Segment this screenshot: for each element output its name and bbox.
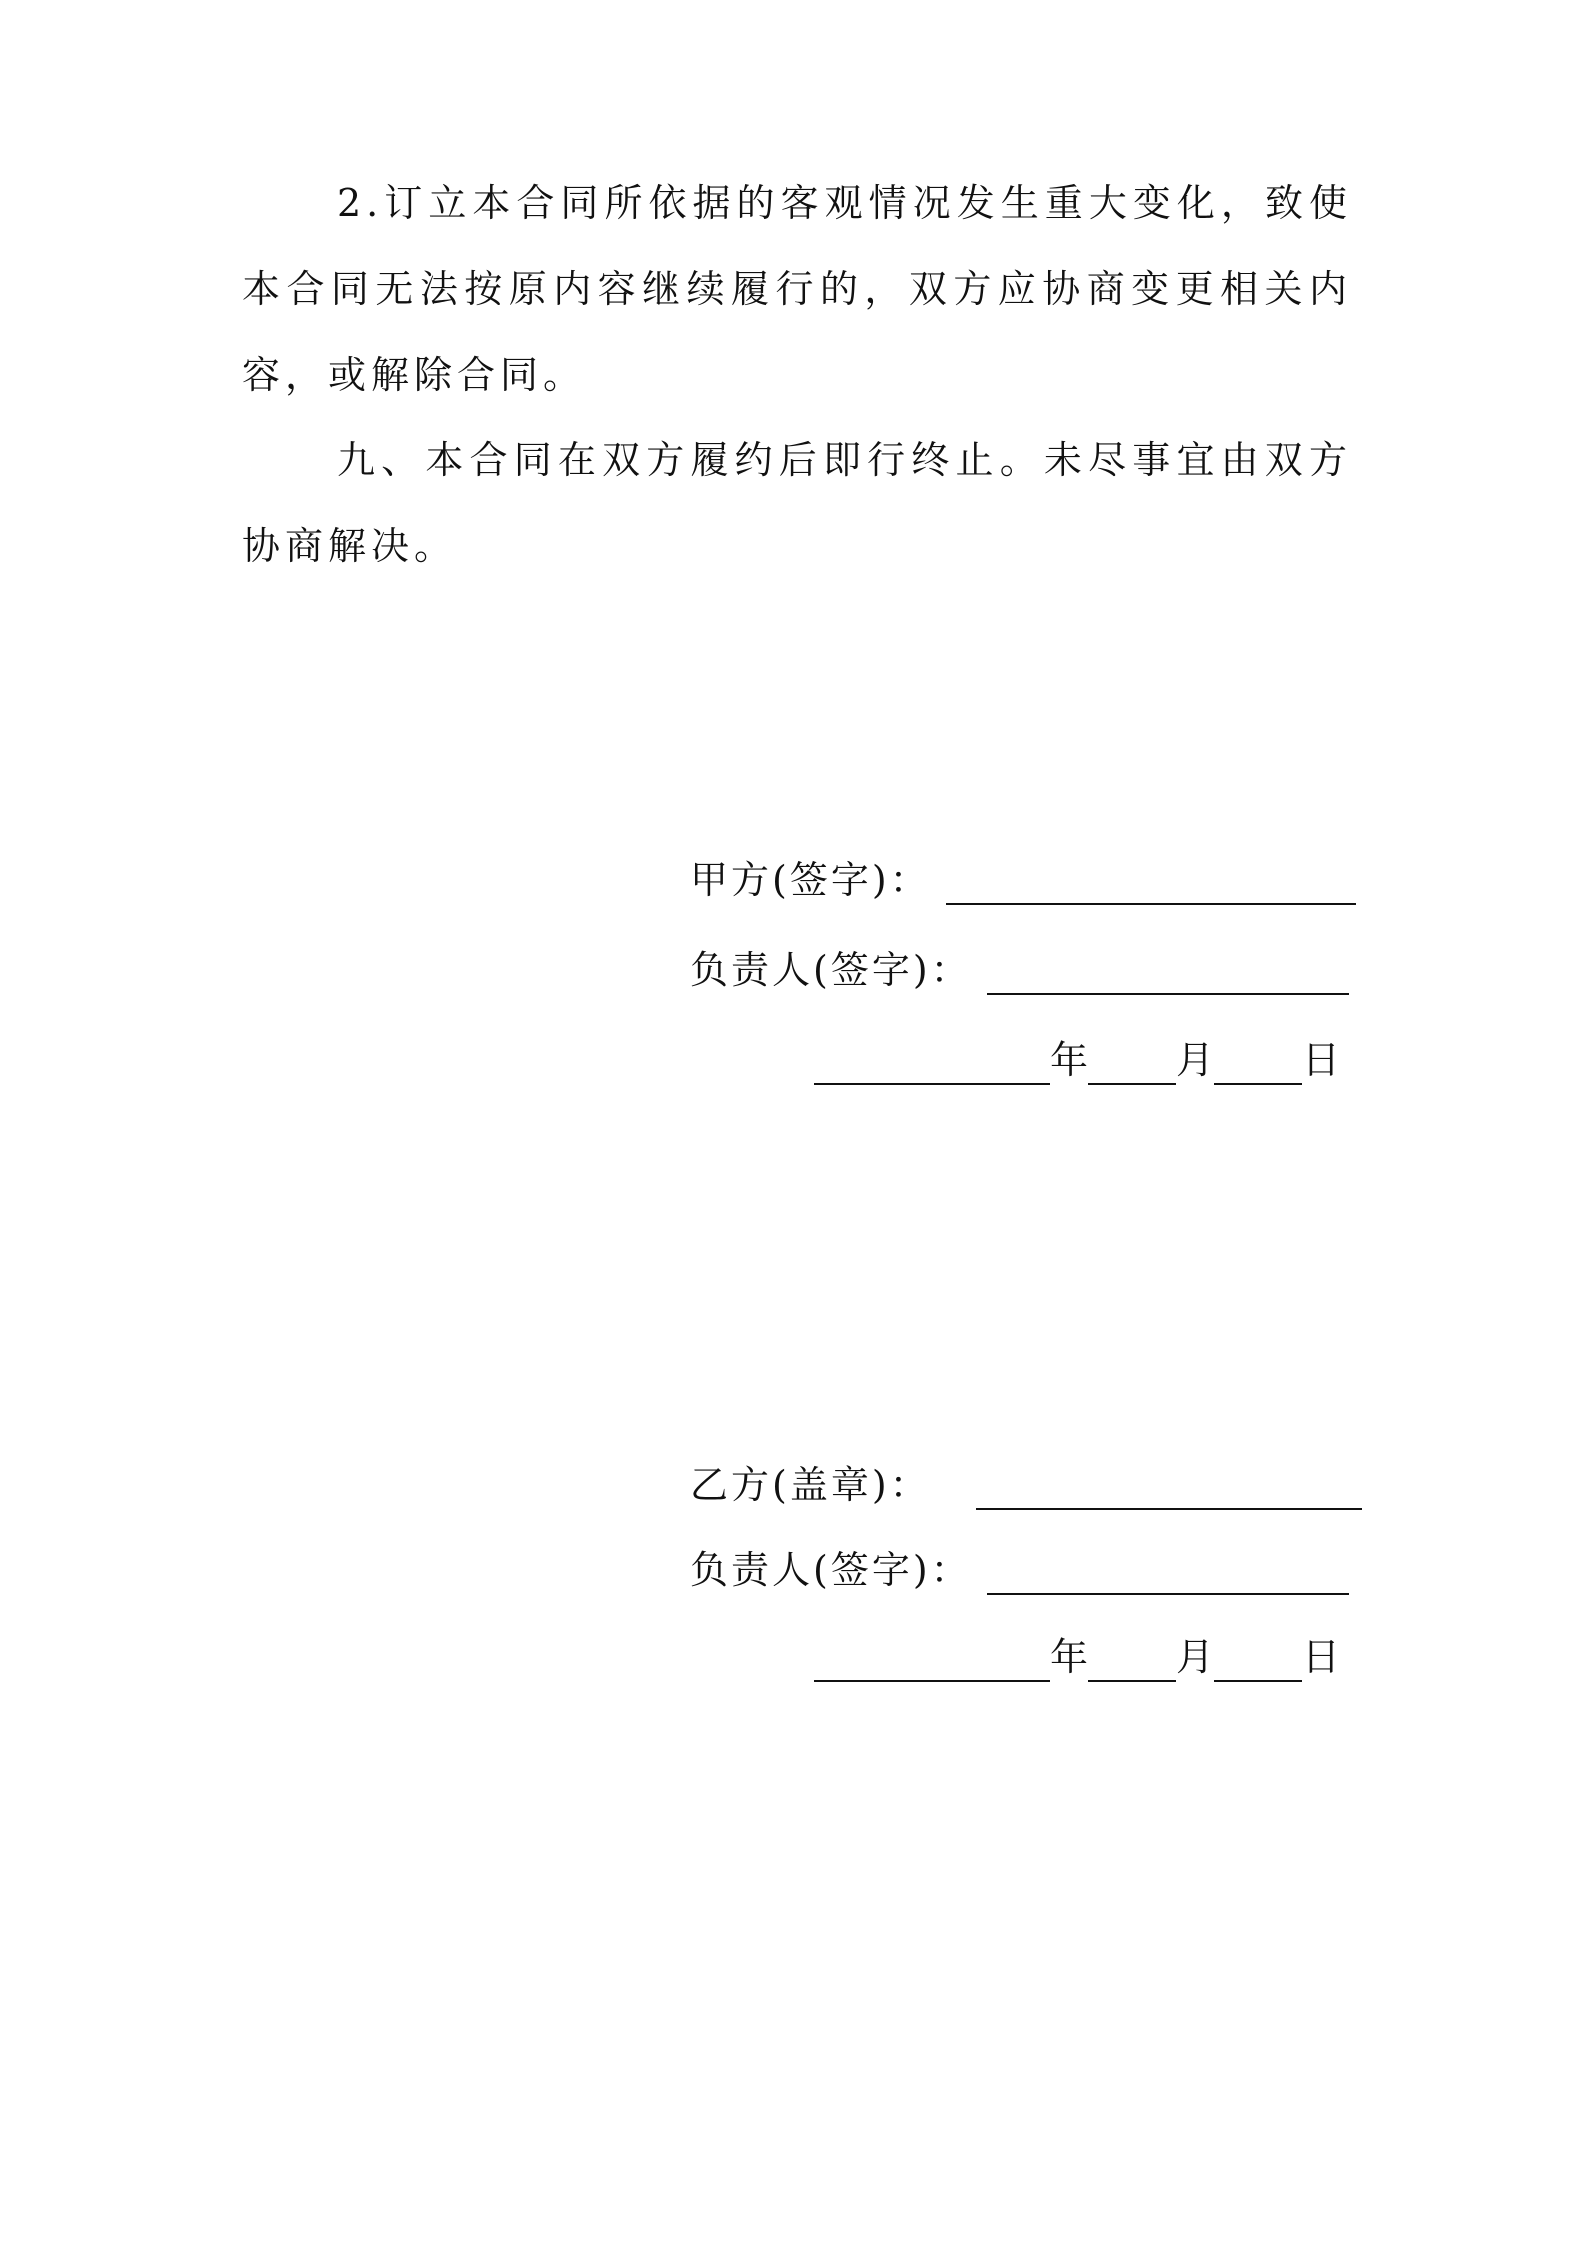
party-b-month-label: 月 <box>1176 1635 1215 1679</box>
party-a-signature-blank <box>946 863 1356 905</box>
party-a-year-blank <box>814 1043 1050 1085</box>
party-a-responsible-blank <box>987 953 1349 995</box>
party-a-year-label: 年 <box>1050 1038 1089 1082</box>
party-a-day-blank <box>1214 1043 1302 1085</box>
party-a-responsible-row <box>690 945 1349 995</box>
party-b-responsible-blank <box>987 1553 1349 1595</box>
party-a-day-label: 日 <box>1302 1038 1341 1082</box>
party-a-signature-label: 甲方(签字)： <box>690 858 931 902</box>
party-b-day-label: 日 <box>1302 1635 1341 1679</box>
clause-paragraph-change: 2.订立本合同所依据的客观情况发生重大变化，致使本合同无法按原内容继续履行的，双方应协商变更相关内容，或解除合同。 <box>242 181 1352 397</box>
party-a-month-label: 月 <box>1176 1038 1215 1082</box>
party-b-day-blank <box>1214 1640 1302 1682</box>
party-b-seal-label: 乙方(盖章)： <box>690 1463 931 1507</box>
party-b-date-row <box>814 1632 1340 1682</box>
party-b-year-label: 年 <box>1050 1635 1089 1679</box>
clause-paragraph-termination: 九、本合同在双方履约后即行终止。未尽事宜由双方协商解决。 <box>242 438 1352 568</box>
party-b-responsible-label: 负责人(签字)： <box>690 1548 972 1592</box>
party-b-seal-row <box>690 1460 1362 1510</box>
party-a-date-row <box>814 1035 1340 1085</box>
party-b-month-blank <box>1088 1640 1176 1682</box>
party-a-signature-row <box>690 855 1356 905</box>
party-b-responsible-row <box>690 1545 1349 1595</box>
party-a-responsible-label: 负责人(签字)： <box>690 948 972 992</box>
party-a-month-blank <box>1088 1043 1176 1085</box>
party-b-year-blank <box>814 1640 1050 1682</box>
party-b-seal-blank <box>976 1468 1362 1510</box>
